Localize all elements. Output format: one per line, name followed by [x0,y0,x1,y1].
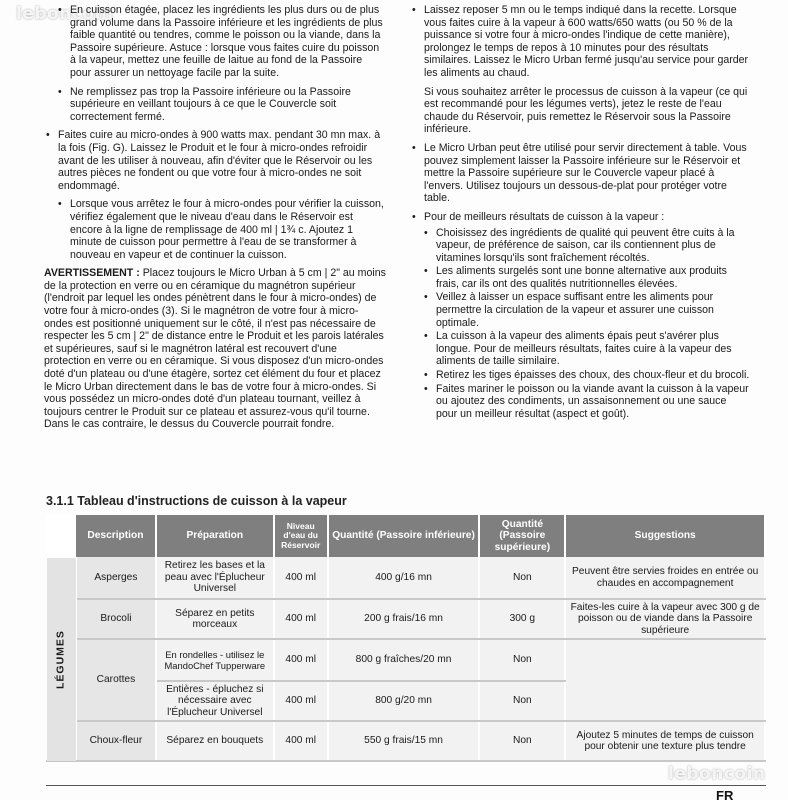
row-description: Asperges [76,557,156,599]
section-title: 3.1.1 Tableau d'instructions de cuisson à la vapeur [46,494,347,508]
right-column [410,4,750,421]
row-quantite-superieure: Non [479,721,565,761]
row-preparation: Séparez en petits morceaux [156,599,274,639]
row-quantite-inferieure: 400 g/16 mn [328,557,480,599]
row-preparation: Retirez les bases et la peau avec l'Éplucheur Universel [156,557,274,599]
right-paragraph-4: • Pour de meilleurs résultats de cuisson à la vapeur : [410,211,750,224]
row-niveau: 400 ml [274,557,328,599]
row-preparation: Entières - épluchez si nécessaire avec l'Éplucheur Universel [156,681,274,721]
row-quantite-superieure: 300 g [479,599,565,639]
steam-cooking-table [46,515,766,762]
table-row [46,599,765,639]
row-preparation: Séparez en bouquets [156,721,274,761]
table-header-preparation: Préparation [156,515,274,557]
row-quantite-superieure: Non [479,557,565,599]
right-paragraph-1: • Laissez reposer 5 mn ou le temps indiqué dans la recette. Lorsque vous faites cuire à la vapeur à 600 watts/650 watts (ou 50 % de la puissance si votre four à micro-ondes l'indique de cette manière), prolongez le temps de repos à 10 minutes pour des résultats similaires. Laissez le Micro Urban fermé jusqu'au service pour garder les aliments au chaud. [410,4,750,80]
table-row [46,639,765,681]
row-quantite-inferieure: 550 g frais/15 mn [328,721,480,761]
tip-item: • Faites mariner le poisson ou la viande avant la cuisson à la vapeur ou ajoutez des condiments, un assaisonnement ou une sauce pour un meilleur résultat (aspect et goût). [410,383,750,421]
row-suggestions: Peuvent être servies froides en entrée ou chaudes en accompagnement [565,557,765,599]
row-description: Brocoli [76,599,156,639]
footer-divider [46,785,766,786]
row-description: Carottes [76,639,156,721]
table-header-quantite-superieure: Quantité (Passoire supérieure) [479,515,565,557]
row-suggestions: Faites-les cuire à la vapeur avec 300 g de poisson ou de viande dans la Passoire supérieure [565,599,765,639]
right-paragraph-2: Si vous souhaitez arrêter le processus de cuisson à la vapeur (ce qui est recommandé pour les légumes verts), jetez le reste de l'eau chaude du Réservoir, puis remettez le Réservoir sous la Passoire inférieure. [424,85,748,136]
table-row [46,721,765,761]
left-paragraph-2: • Ne remplissez pas trop la Passoire inférieure ou la Passoire supérieure en veillant toujours à ce que le Couvercle soit correctement fermé. [44,86,386,124]
row-quantite-superieure: Non [479,681,565,721]
watermark-bottom: leboncoin [668,764,766,784]
warning-title: AVERTISSEMENT : [44,267,140,280]
left-paragraph-4: • Lorsque vous arrêtez le four à micro-ondes pour vérifier la cuisson, vérifiez également que le niveau d'eau dans le Réservoir est encore à la ligne de remplissage de 400 ml | 1¾ c. Ajoutez 1 minute de cuisson pour permettre à l'eau de se transformer à nouveau en vapeur et de continuer la cuisson. [44,198,386,261]
row-suggestions-empty [565,639,765,721]
row-niveau: 400 ml [274,639,328,681]
right-paragraph-3: • Le Micro Urban peut être utilisé pour servir directement à table. Vous pouvez simplement laisser la Passoire inférieure sur le Réservoir et mettre la Passoire supérieure sur le Couvercle vapeur placé à l'envers. Utilisez toujours un dessous-de-plat pour protéger votre table. [410,142,750,205]
category-label: LÉGUMES [46,557,76,761]
row-niveau: 400 ml [274,681,328,721]
row-quantite-inferieure: 800 g/20 mn [328,681,480,721]
tip-item: • Veillez à laisser un espace suffisant entre les aliments pour permettre la circulation de la vapeur et assurer une cuisson optimale. [410,291,750,329]
table-header-niveau: Niveau d'eau du Réservoir [274,515,328,557]
table-row [46,557,765,599]
row-niveau: 400 ml [274,721,328,761]
left-paragraph-3: • Faites cuire au micro-ondes à 900 watts max. pendant 30 mn max. à la fois (Fig. G). Laissez le Produit et le four à micro-ondes refroidir avant de les utiliser à nouveau, afin d'éviter que le Réservoir ou les autres pièces ne fondent ou que votre four à micro-ondes ne soit endommagé. [44,129,386,192]
table-header-description: Description [76,515,156,557]
row-quantite-inferieure: 800 g fraîches/20 mn [328,639,480,681]
watermark-top: leboncoin [16,4,114,24]
tip-item: • Les aliments surgelés sont une bonne alternative aux produits frais, car ils ont des qualités nutritionnelles élevées. [410,265,750,290]
table-header-quantite-inferieure: Quantité (Passoire inférieure) [328,515,480,557]
table-header-blank [46,515,76,557]
row-preparation: En rondelles - utilisez le MandoChef Tupperware [156,639,274,681]
left-paragraph-1: • En cuisson étagée, placez les ingrédients les plus durs ou de plus grand volume dans la Passoire inférieure et les ingrédients de plus faible quantité ou tendres, comme le poisson ou la viande, dans la Passoire supérieure. Astuce : lorsque vous faites cuire du poisson à la vapeur, mettez une feuille de laitue au fond de la Passoire pour assurer un nettoyage facile par la suite. [44,4,386,80]
tip-item: • Retirez les tiges épaisses des choux, des choux-fleur et du brocoli. [410,369,750,382]
tip-item: • Choisissez des ingrédients de qualité qui peuvent être cuits à la vapeur, de préférence de saison, car ils contiennent plus de vitamines lorsqu'ils sont fraîchement récoltés. [410,227,750,265]
warning-text: Placez toujours le Micro Urban à 5 cm | 2" au moins de la protection en verre ou en céramique du magnétron supérieur (l'endroit par lequel les ondes pénètrent dans le four à micro-ondes) de votre four à micro-ondes (3). Si le magnétron de votre four à micro-ondes est positionné uniquement sur le côté, il n'est pas nécessaire de respecter les 5 cm | 2" de distance entre le Produit et les parois latérales et supérieures, sauf si le magnétron latéral est recouvert d'une protection en verre ou en céramique. Si vous disposez d'un micro-ondes doté d'un plateau ou d'une étagère, sortez cet élément du four et placez le Micro Urban directement dans le bas de votre four à micro-ondes. Si vous possédez un micro-ondes doté d'un plateau tournant, veillez à toujours centrer le Produit sur ce plateau et assurez-vous qu'il tourne. Dans le cas contraire, le dessus du Couvercle pourrait fondre. [44,267,386,431]
table-header-suggestions: Suggestions [565,515,765,557]
row-suggestions: Ajoutez 5 minutes de temps de cuisson pour obtenir une texture plus tendre [565,721,765,761]
row-description: Choux-fleur [76,721,156,761]
tip-item: • La cuisson à la vapeur des aliments épais peut s'avérer plus longue. Pour de meilleurs résultats, faites cuire à la vapeur des aliments de taille similaire. [410,330,750,368]
row-quantite-superieure: Non [479,639,565,681]
row-quantite-inferieure: 200 g frais/16 mn [328,599,480,639]
row-niveau: 400 ml [274,599,328,639]
left-column [44,4,386,437]
page-language-label: FR [716,788,734,800]
warning-paragraph [44,267,386,431]
